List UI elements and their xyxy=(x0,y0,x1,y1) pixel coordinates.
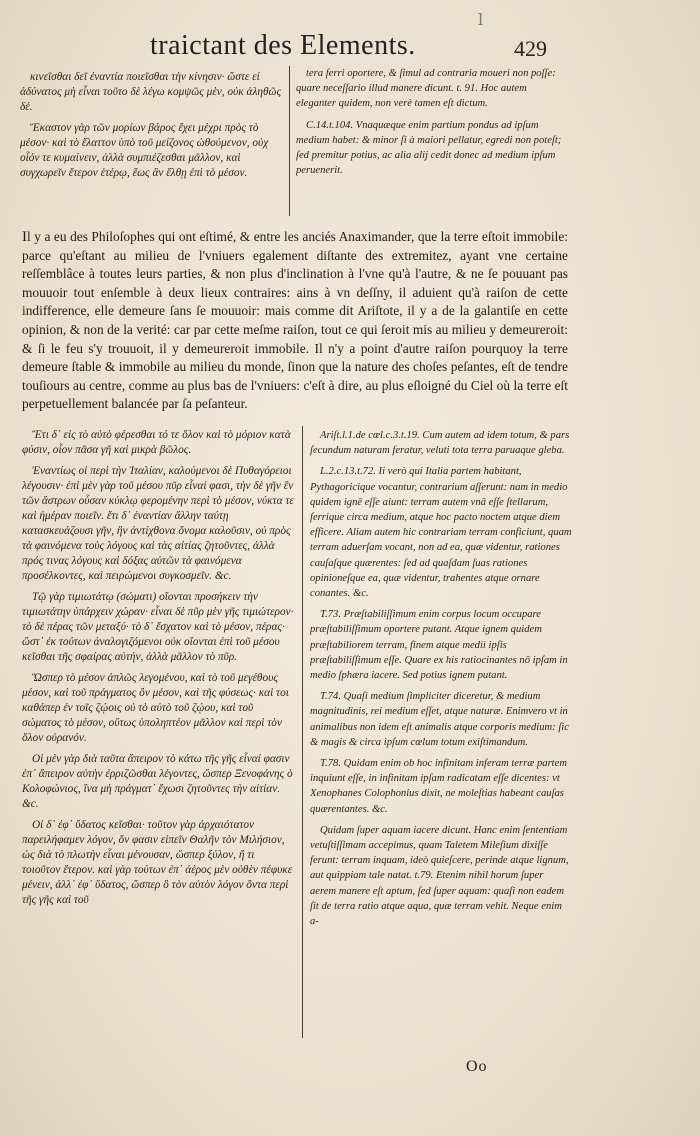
latin-passage: Quidam ſuper aquam iacere dicunt. Hanc enim ſententiam vetuſtiſſimam accepimus, quam Taletem Mileſium dixiſſe ferunt: terram inquam, ideò quieſcere, perinde atque lignum, aut quippiam tale natat. t.79. Etenim nihil horum ſuper aerem manere eſt aptum, ſed ſuper aquam: quaſi non eadem ſit de terra ratio atque aqua, quæ terram vehit. Neque enim a- xyxy=(310,824,569,928)
column-divider xyxy=(289,66,290,216)
latin-passage: tera ferri oportere, & ſimul ad contraria moueri non poſſe: quare neceſſario illud manere dicunt. t. 91. Hoc autem eleganter quidem, non verè tamen eſt dictum. xyxy=(296,68,556,110)
greek-passage: Ὥσπερ τὸ μέσον ἁπλῶς λεγομένου, καὶ τὸ τοῦ μεγέθους μέσον, καὶ τοῦ πράγματος ὂν μέσον, καὶ τῆς φύσεως· καὶ τοι καθάπερ ἐν τοῖς ζῴοις οὐ τὸ αὐτὸ τοῦ ζῴου, καὶ τοῦ σώματος τὸ μέσον, οὕτως ὑποληπτέον μᾶλλον καὶ περὶ τὸν ὅλον οὐρανόν. xyxy=(22,672,289,744)
greek-passage: κινεῖσθαι δεῖ ἐναντία ποιεῖσθαι τὴν κίνησιν· ὥστε εἰ ἀδύνατος μὴ εἶναι τοῦτο δὲ λέγω κομψῶς μὲν, οὐκ ἀληθῶς δέ. xyxy=(20,71,282,113)
latin-passage: Ariſt.l.1.de cœl.c.3.t.19. Cum autem ad idem totum, & pars ſecundum naturam feratur, veluti tota terra paruaque gleba. xyxy=(310,430,570,457)
column-divider xyxy=(302,426,303,1038)
greek-passage: Ἔτι δ᾽ εἰς τὸ αὐτὸ φέρεσθαι τό τε ὅλον καὶ τὸ μόριον κατὰ φύσιν, οἷον πᾶσα γῆ καὶ μικρὰ βῶλος. xyxy=(22,429,291,456)
top-greek-column xyxy=(20,70,282,218)
signature-mark: Oo xyxy=(466,1058,488,1075)
greek-passage: Ἐναντίως οἱ περὶ τὴν Ἰταλίαν, καλούμενοι δὲ Πυθαγόρειοι λέγουσιν· ἐπὶ μὲν γὰρ τοῦ μέσου πῦρ εἶναί φασι, τὴν δὲ γῆν ἓν τῶν ἄστρων οὖσαν κύκλῳ φερομένην περὶ τὸ μέσον, νύκτα τε καὶ ἡμέραν ποιεῖν. ἔτι δ᾽ ἐναντίαν ἄλλην ταύτῃ κατασκευάζουσι γῆν, ἣν ἀντίχθονα ὄνομα καλοῦσιν, οὐ πρὸς τὰ φαινόμενα τοὺς λόγους καὶ τὰς αἰτίας ζητοῦντες, ἀλλὰ πρός τινας λόγους καὶ δόξας αὑτῶν τὰ φαινόμενα προσέλκοντες, καὶ πειρώμενοι συγκοσμεῖν. &c. xyxy=(22,465,294,582)
latin-passage: T.73. Præſtabiliſſimum enim corpus locum occupare præſtabiliſſimum oportere putant. Atque ignem quidem præſtabiliorem terram, finem atque medii ipſis præſtabiliſſimum eſſe. Quare ex his ratiocinantes nō ipſam in medio ſphæra iacere. Sed potius ignem putant. xyxy=(310,609,568,682)
latin-passage: L.2.c.13.t.72. Ii verò qui Italia partem habitant, Pythagoricique vocantur, contrarium aſſerunt: nam in medio quidem ignē eſſe aiunt: terram autem vnā eſſe ſtellarum, ferrique circa medium, atque hoc pacto noctem atque diem efficere. Aliam autem hic contrariam terram conficiunt, quam terram aduerſam vocant, non ad ea, quæ videntur, rationes cauſaſque quærentes: ſed ad quaſdam ſuas rationes opinioneſque ea, quæ videntur, trahentes atque ornare conantes. &c. xyxy=(310,466,572,600)
greek-passage: Ἕκαστον γὰρ τῶν μορίων βάρος ἔχει μέχρι πρὸς τὸ μέσον· καὶ τὸ ἔλαττον ὑπὸ τοῦ μείζονος ὠθούμενον, οὐχ οἷόν τε κυμαίνειν, ἀλλὰ συμπιέζεσθαι μᾶλλον, καὶ συγχωρεῖν ἕτερον ἑτέρῳ, ἕως ἂν ἔλθῃ ἐπὶ τὸ μέσον. xyxy=(20,122,269,179)
french-body-paragraph: Il y a eu des Philoſophes qui ont eſtimé, & entre les anciés Anaximander, que la terre eſtoit immobile: parce qu'eſtant au milieu de l'vniuers egalement diſtante des extremitez, ayant vne certaine reſſemblâce à toutes leurs parties, & non plus d'inclination à l'vne qu'à l'autre, & ne ſe pouuant pas mouuoir tout enſemble à deux lieux contraires: ains à vn deſſny, il aduient qu'à raiſon de cette indifference, elle demeure ſans ſe mouuoir: mais comme dit Ariſtote, il y a de la galantiſe en cette opinion, & non de la verité: car par cette meſme raiſon, tout ce qui ſeroit mis au milieu y demeureroit: & ſi le feu s'y trouuoit, il y demeureroit immobile. Il n'y a point d'autre raiſon pourquoy la terre demeure ſtable & immobile au milieu du monde, ſinon que la nature des choſes peſantes, eſt de tendre touſiours au centre, comme au plus bas de l'vniuers: c'eſt à dire, au plus eſloigné du Ciel où la terre eſt perpetuellement balancée par ſa peſanteur. xyxy=(22,229,568,412)
latin-passage: T.78. Quidam enim ob hoc infinitam inferam terræ partem inquiunt eſſe, in infinitam ipſam radicatam eſſe dicentes: vt Xenophanes Colophonius dixit, ne moleſtias habeant cauſas quærentantes. &c. xyxy=(310,758,567,815)
greek-passage: Οἱ δ᾽ ἐφ᾽ ὕδατος κεῖσθαι· τοῦτον γὰρ ἀρχαιότατον παρειλήφαμεν λόγον, ὅν φασιν εἰπεῖν Θαλῆν τὸν Μιλήσιον, ὡς διὰ τὸ πλωτὴν εἶναι μένουσαν, ὥσπερ ξύλον, ἤ τι τοιοῦτον ἕτερον. καὶ γὰρ τούτων ἐπ᾽ ἀέρος μὲν οὐθὲν πέφυκε μένειν, ἀλλ᾽ ἐφ᾽ ὕδατος, ὥσπερ ὃ τὸν αὐτὸν λόγον ὄντα περὶ τῆς γῆς καὶ τοῦ xyxy=(22,819,293,906)
bottom-greek-column xyxy=(22,428,294,1038)
bottom-latin-column xyxy=(310,428,572,1038)
page-number: 429 xyxy=(514,36,547,61)
top-latin-column xyxy=(296,66,568,216)
greek-passage: Τῷ γὰρ τιμιωτάτῳ (σώματι) οἴονται προσήκειν τὴν τιμιωτάτην ὑπάρχειν χώραν· εἶναι δὲ πῦρ μὲν γῆς τιμιώτερον· τὸ δὲ πέρας τῶν μεταξύ· τὸ δ᾽ ἔσχατον καὶ τὸ μέσον, πέρας· ὥστ᾽ ἐκ τούτων ἀναλογιζόμενοι οὐκ οἴονται ἐπὶ τοῦ μέσου κεῖσθαι τῆς σφαίρας αὐτήν, ἀλλὰ μᾶλλον τὸ πῦρ. xyxy=(22,591,294,663)
running-title: traictant des Elements. xyxy=(150,30,416,61)
top-margin-mark: l xyxy=(478,10,484,29)
latin-passage: C.14.t.104. Vnaquæque enim partium pondus ad ipſum medium habet: & minor ſi à maiori pellatur, egredi non poteſt; ſed premitur potius, ac alia alij cedit donec ad medium ipſum peruenerit. xyxy=(296,119,562,177)
greek-passage: Οἱ μὲν γὰρ διὰ ταῦτα ἄπειρον τὸ κάτω τῆς γῆς εἶναί φασιν ἐπ᾽ ἄπειρον αὐτὴν ἐρριζῶσθαι λέγοντες, ὥσπερ Ξενοφάνης ὁ Κολοφώνιος, ἵνα μὴ πράγματ᾽ ἔχωσι ζητοῦντες τὴν αἰτίαν. &c. xyxy=(22,753,293,810)
latin-passage: T.74. Quaſi medium ſimpliciter diceretur, & medium magnitudinis, rei medium eſſet, atque naturæ. Enimvero vt in animalibus non idem eſt animalis atque corporis medium: ſic & magis & circa ipſum cœlum totum exiſtimandum. xyxy=(310,691,569,748)
